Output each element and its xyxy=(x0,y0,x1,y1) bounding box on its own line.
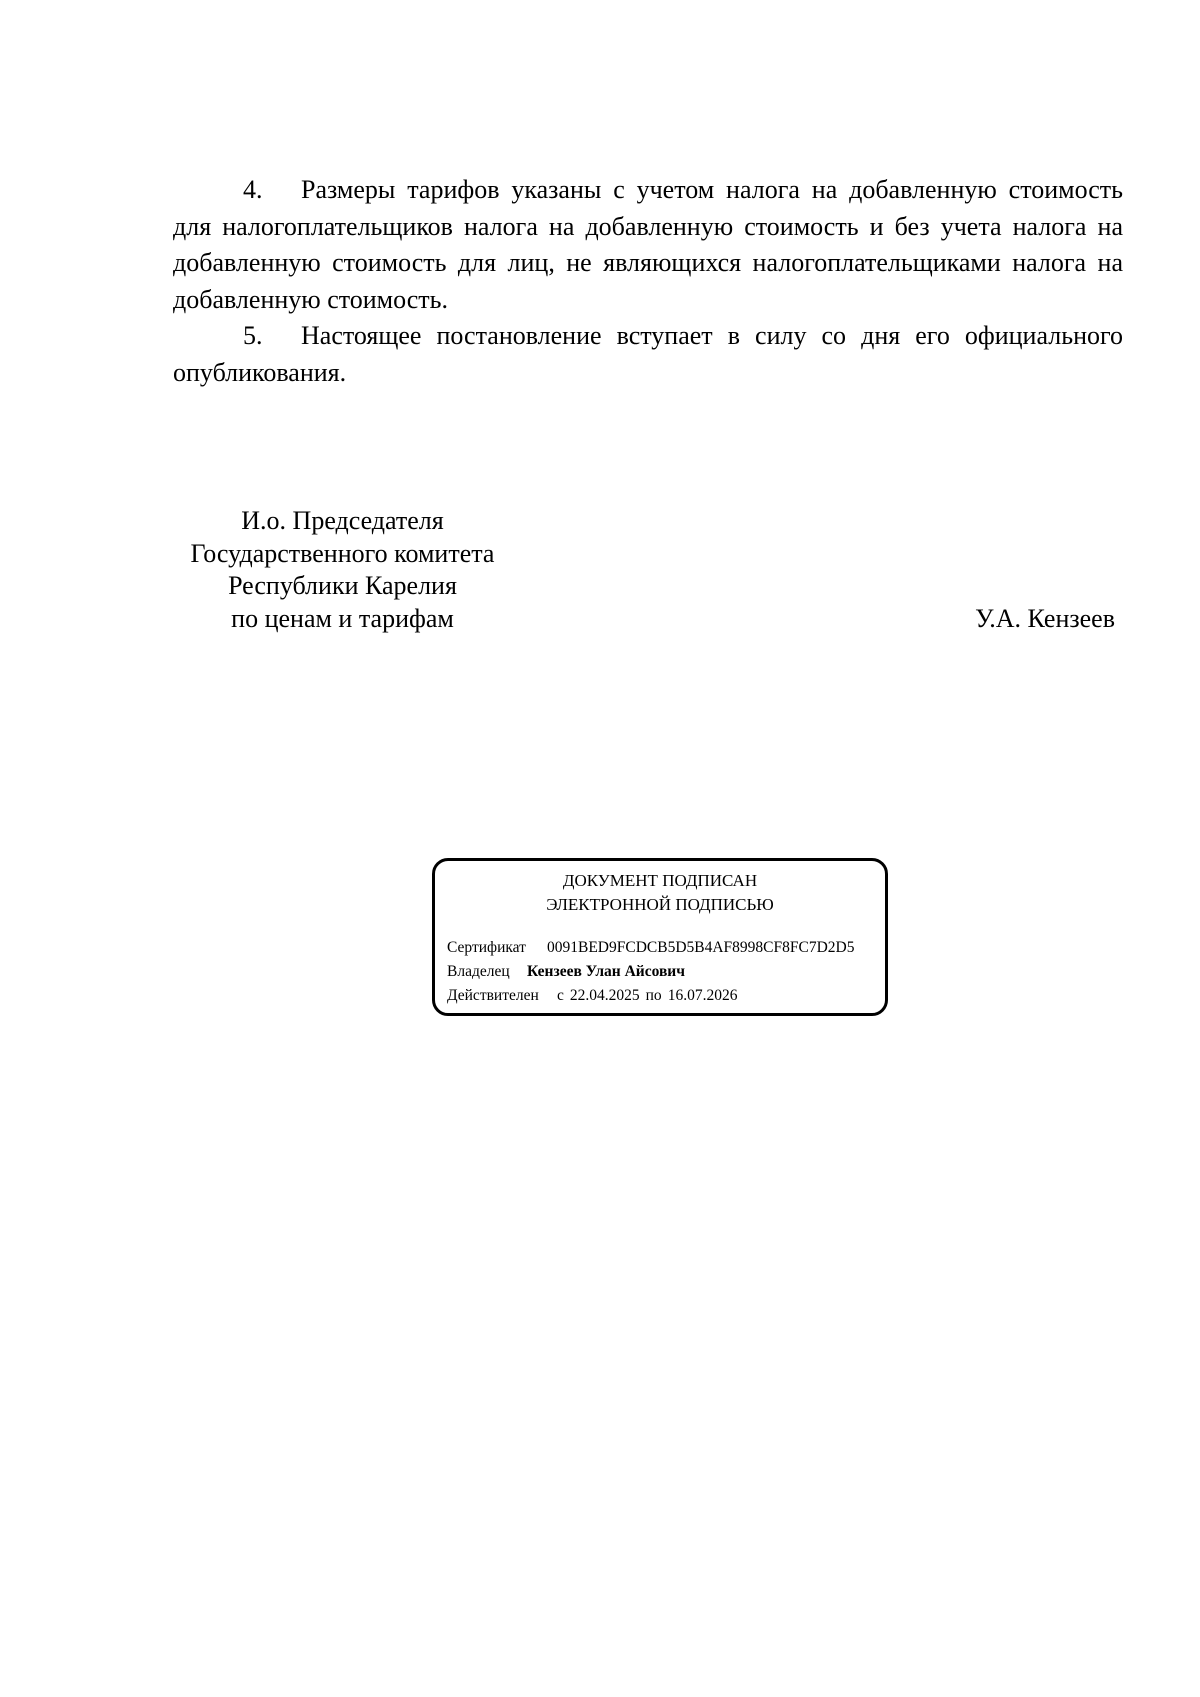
owner-label: Владелец xyxy=(447,963,510,980)
paragraph-text: Настоящее постановление вступает в силу со дня его официального опубликования. xyxy=(173,321,1123,387)
paragraph-4 xyxy=(173,172,1123,318)
electronic-signature-stamp xyxy=(432,858,888,1016)
valid-to-date: 16.07.2026 xyxy=(667,987,738,1004)
stamp-title-line: ЭЛЕКТРОННОЙ ПОДПИСЬЮ xyxy=(546,895,774,914)
valid-from-prefix: с xyxy=(557,987,564,1004)
valid-to-prefix: по xyxy=(645,987,662,1004)
paragraph-number: 5. xyxy=(243,321,263,350)
paragraph-text: Размеры тарифов указаны с учетом налога на добавленную стоимость для налогоплательщиков налога на добавленную стоимость и без учета налога на добавленную стоимость для лиц, не являющихся налогоплательщиками налога на добавленную стоимость. xyxy=(173,175,1123,314)
valid-from-date: 22.04.2025 xyxy=(569,987,640,1004)
signatory-title-line: Республики Карелия xyxy=(228,571,457,600)
paragraph-5 xyxy=(173,318,1123,391)
stamp-title-line: ДОКУМЕНТ ПОДПИСАН xyxy=(562,871,758,890)
stamp-certificate-row xyxy=(447,937,854,959)
paragraph-number: 4. xyxy=(243,175,263,204)
document-body xyxy=(173,172,1123,391)
certificate-label: Сертификат xyxy=(447,939,526,956)
stamp-owner-row xyxy=(447,961,685,983)
stamp-title xyxy=(435,869,885,917)
signatory-name: У.А. Кензеев xyxy=(975,604,1115,633)
validity-label: Действителен xyxy=(447,987,539,1004)
signatory-title-line: И.о. Председателя xyxy=(241,506,444,535)
signatory-title-line: по ценам и тарифам xyxy=(231,603,454,633)
stamp-validity-row xyxy=(447,985,737,1007)
certificate-value: 0091BED9FCDCB5D5B4AF8998CF8FC7D2D5 xyxy=(547,939,855,956)
signatory-title xyxy=(160,505,525,635)
signatory-title-line: Государственного комитета xyxy=(190,538,495,568)
owner-value: Кензеев Улан Айсович xyxy=(527,963,685,980)
